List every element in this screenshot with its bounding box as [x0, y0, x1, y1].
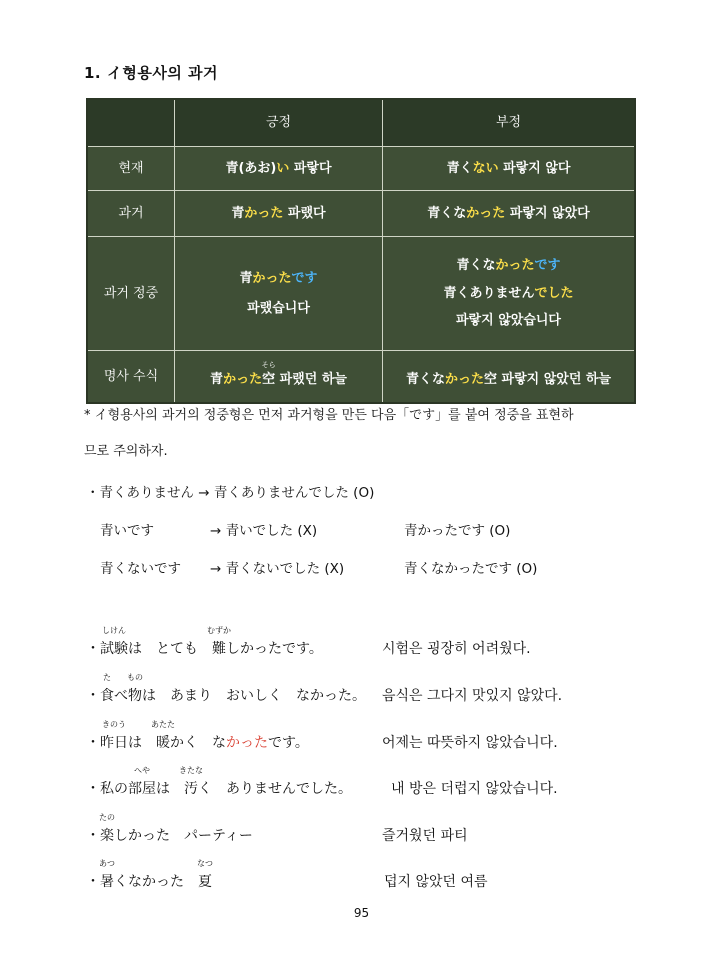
text-segment: 파랗지 않다 [498, 160, 571, 176]
kanji: 試験 [100, 641, 128, 657]
highlighted-text: かった [495, 258, 535, 274]
text-segment: 青くな [405, 372, 445, 388]
ruby-word [151, 720, 175, 752]
highlighted-text: ない [472, 160, 499, 176]
past-polite-negative [383, 237, 634, 350]
text-segment: 青くな [427, 205, 467, 221]
ruby-word [100, 673, 114, 705]
kanji: 昨日 [100, 735, 128, 751]
header-positive: 긍정 [265, 115, 292, 131]
example-jp [86, 626, 323, 658]
highlighted-text: い [276, 160, 290, 176]
comparison-3-right: 青くなかったです (O) [404, 561, 538, 577]
text-segment: ・私の [86, 781, 128, 797]
comparison-2-wrong: → 青いでした (X) [210, 523, 318, 539]
example-jp [86, 673, 366, 705]
text-segment: 青 [239, 270, 253, 286]
present-positive [175, 147, 382, 190]
row-label-present: 현재 [118, 160, 144, 176]
text-segment: 青 [210, 372, 224, 388]
text-segment: 파랬다 [283, 205, 326, 221]
ruby-word [261, 361, 276, 388]
highlighted-text: かった [226, 735, 268, 751]
page-title: 1. イ형용사의 과거 [84, 64, 219, 82]
highlighted-text: です [534, 258, 561, 274]
text-segment: 파랗지 않았습니다 [456, 313, 561, 329]
text-segment: 青く [446, 160, 473, 176]
example-ko: 내 방은 더럽지 않았습니다. [391, 781, 558, 797]
furigana: きのう [102, 720, 126, 729]
furigana: た [103, 673, 111, 682]
kanji: 暖 [156, 735, 170, 751]
furigana: しけん [102, 626, 126, 635]
text-segment: ・ [86, 641, 100, 657]
highlighted-text: です [291, 270, 318, 286]
comparison-3-wrong-base: 青くないです [100, 561, 181, 577]
ruby-word [128, 766, 156, 798]
ruby-word [207, 626, 231, 658]
kanji: 楽 [100, 828, 114, 844]
text-segment: は [128, 735, 156, 751]
example-ko: 어제는 따뜻하지 않았습니다. [382, 735, 558, 751]
comparison-line-1: ・青くありません → 青くありませんでした (O) [86, 485, 375, 501]
past-polite-positive [175, 237, 382, 350]
note-line-1: * イ형용사의 과거의 정중형은 먼저 과거형을 만든 다음「です」를 붙여 정중을 표현하 [84, 408, 574, 423]
furigana: たの [99, 813, 115, 822]
text-segment: くなかった [114, 874, 198, 890]
example-ko: 덥지 않았던 여름 [384, 874, 488, 890]
furigana: へや [134, 766, 150, 775]
ruby-word [99, 859, 115, 891]
header-negative: 부정 [495, 115, 522, 131]
grammar-table [86, 98, 636, 404]
text-segment: 파랗지 않았던 하늘 [497, 372, 612, 388]
ruby-word [99, 813, 115, 845]
kanji: 空 [262, 372, 276, 388]
text-segment: 青 [231, 205, 245, 221]
ruby-word [100, 626, 128, 658]
example-jp [86, 720, 309, 752]
highlighted-text: かった [252, 270, 292, 286]
furigana: むずか [207, 626, 231, 635]
furigana: そら [261, 361, 276, 370]
kanji: 物 [128, 688, 142, 704]
text-segment: 青くありません [443, 285, 535, 301]
ruby-word [179, 766, 203, 798]
text-segment: 青(あお) [225, 160, 277, 176]
furigana: あたた [151, 720, 175, 729]
highlighted-text: かった [244, 205, 284, 221]
comparison-2-right: 青かったです (O) [404, 523, 511, 539]
ruby-word [197, 859, 213, 891]
text-segment: 파랬습니다 [247, 300, 310, 316]
text-segment: ・ [86, 735, 100, 751]
kanji: 食 [100, 688, 114, 704]
text-segment: 空 [483, 372, 497, 388]
past-negative [383, 191, 634, 236]
kanji: 難 [212, 641, 226, 657]
kanji: 汚 [184, 781, 198, 797]
highlighted-text: かった [466, 205, 506, 221]
text-segment: ・ [86, 688, 100, 704]
furigana: きたな [179, 766, 203, 775]
row-label-past: 과거 [118, 205, 144, 221]
present-negative [383, 147, 634, 190]
text-segment: しかったです。 [226, 641, 323, 657]
ruby-word [127, 673, 143, 705]
furigana: あつ [99, 859, 115, 868]
example-ko: 음식은 그다지 맛있지 않았다. [382, 688, 563, 704]
text-segment: 파랗다 [289, 160, 332, 176]
header-blank [88, 100, 174, 146]
text-segment: ・ [86, 874, 100, 890]
comparison-3-wrong: → 青くないでした (X) [210, 561, 345, 577]
text-segment: かく な [170, 735, 226, 751]
text-segment: く ありませんでした。 [198, 781, 352, 797]
noun-modifier-negative [383, 351, 634, 402]
furigana: なつ [197, 859, 213, 868]
example-jp [86, 813, 253, 845]
text-segment: 青くな [456, 258, 496, 274]
kanji: 部屋 [128, 781, 156, 797]
kanji: 夏 [198, 874, 212, 890]
example-jp [86, 766, 352, 798]
row-label-past-polite: 과거 정중 [103, 285, 159, 301]
text-segment: です。 [268, 735, 309, 751]
text-segment: は あまり おいしく なかった。 [142, 688, 366, 704]
noun-modifier-positive [175, 351, 382, 402]
example-ko: 시험은 굉장히 어려웠다. [382, 641, 531, 657]
highlighted-text: かった [223, 372, 263, 388]
kanji: 暑 [100, 874, 114, 890]
text-segment: べ [114, 688, 128, 704]
text-segment: しかった パーティー [114, 828, 253, 844]
text-segment: 파랬던 하늘 [275, 372, 347, 388]
furigana: もの [127, 673, 143, 682]
text-segment: は [156, 781, 184, 797]
text-segment: ・ [86, 828, 100, 844]
note-line-2: 므로 주의하자. [84, 444, 168, 459]
page-number: 95 [353, 906, 370, 920]
past-positive [175, 191, 382, 236]
text-segment: 파랗지 않았다 [505, 205, 590, 221]
example-ko: 즐거웠던 파티 [382, 828, 468, 844]
ruby-word [100, 720, 128, 752]
highlighted-text: かった [444, 372, 484, 388]
example-jp [86, 859, 213, 891]
text-segment: は とても [128, 641, 212, 657]
comparison-2-wrong-base: 青いです [100, 523, 154, 539]
row-label-noun-modifier: 명사 수식 [103, 368, 159, 384]
highlighted-text: でした [534, 285, 574, 301]
